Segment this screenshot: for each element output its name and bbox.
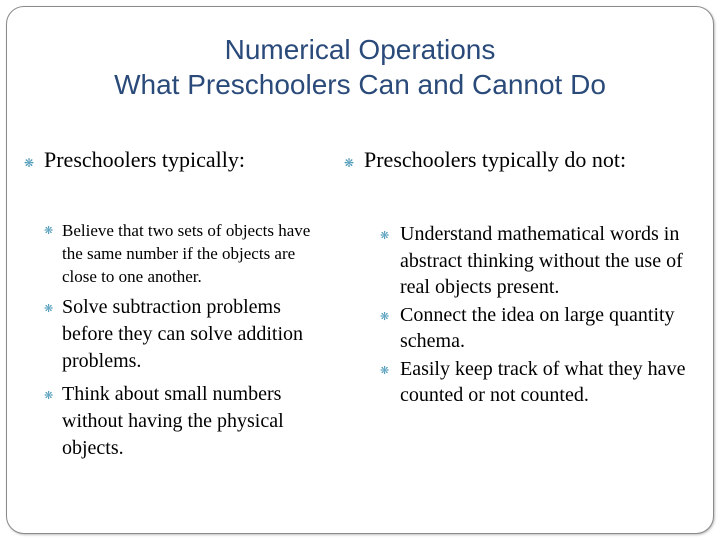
bullet-icon: ❋ bbox=[380, 230, 390, 242]
list-item-text: Solve subtraction problems before they can solve addition problems. bbox=[62, 296, 304, 372]
list-item bbox=[344, 221, 714, 301]
title-line-1: Numerical Operations bbox=[224, 34, 496, 65]
list-item-text: Connect the idea on large quantity schema. bbox=[400, 303, 675, 352]
right-list bbox=[344, 221, 714, 409]
right-heading-text: Preschoolers typically do not: bbox=[364, 147, 627, 172]
bullet-icon: ❋ bbox=[44, 225, 54, 237]
list-item bbox=[24, 294, 334, 375]
slide-title bbox=[0, 32, 720, 102]
list-item bbox=[24, 219, 334, 288]
list-item bbox=[344, 356, 714, 409]
left-heading-text: Preschoolers typically: bbox=[44, 147, 246, 172]
list-item bbox=[344, 302, 714, 355]
title-line-2: What Preschoolers Can and Cannot Do bbox=[114, 69, 606, 100]
list-item-text: Believe that two sets of objects have the same number if the objects are close to one another. bbox=[62, 221, 311, 286]
bullet-icon: ❋ bbox=[380, 310, 390, 323]
left-list bbox=[24, 219, 334, 462]
right-column bbox=[344, 146, 714, 409]
bullet-icon: ❋ bbox=[344, 156, 355, 170]
bullet-icon: ❋ bbox=[24, 156, 35, 170]
list-item-text: Easily keep track of what they have counted or not counted. bbox=[400, 357, 686, 406]
right-heading bbox=[344, 146, 714, 177]
bullet-icon: ❋ bbox=[44, 303, 54, 315]
list-item-text: Think about small numbers without having the physical objects. bbox=[62, 383, 284, 459]
bullet-icon: ❋ bbox=[44, 390, 54, 402]
list-item-text: Understand mathematical words in abstract thinking without the use of real objects present. bbox=[400, 223, 683, 298]
bullet-icon: ❋ bbox=[380, 364, 390, 377]
left-column bbox=[24, 146, 334, 462]
left-heading bbox=[24, 146, 334, 177]
list-item bbox=[24, 381, 334, 462]
